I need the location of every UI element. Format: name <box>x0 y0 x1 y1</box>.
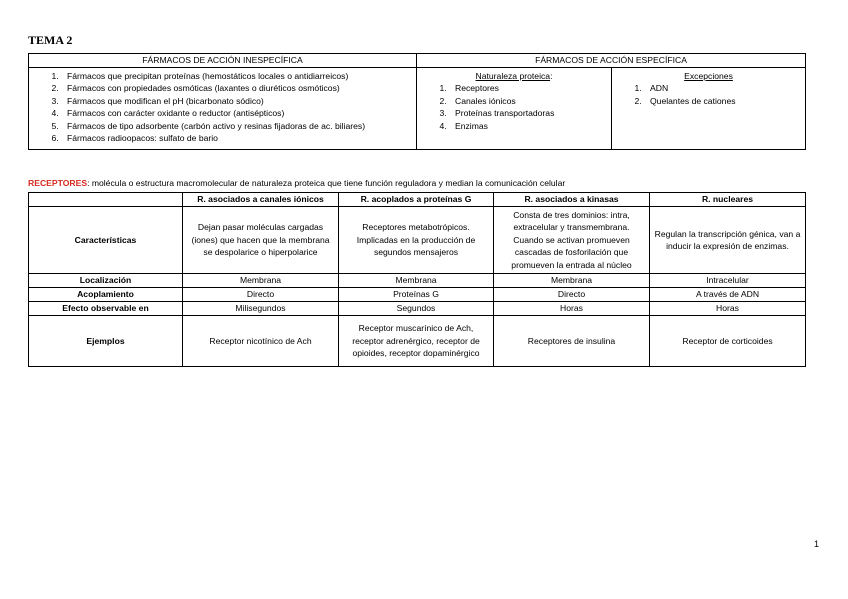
list-item: 4. Enzimas <box>449 120 605 132</box>
column-header <box>29 193 183 207</box>
receptores-label: RECEPTORES <box>28 178 88 188</box>
receptores-text: : molécula o estructura macromolecular de naturaleza proteica que tiene función reguladora y median la comunicación celular <box>87 178 566 188</box>
table-cell: Consta de tres dominios: intra, extracelular y transmembrana. Cuando se activan promueven cascadas de fosforilación que promueven la entrada al núcleo <box>494 207 650 274</box>
column-header: R. asociados a kinasas <box>494 193 650 207</box>
table-row <box>29 302 806 316</box>
list-item: 2. Quelantes de cationes <box>644 95 799 107</box>
table-cell: Receptor de corticoides <box>650 316 806 367</box>
inespecifica-list-cell <box>29 68 417 150</box>
table-cell: Membrana <box>494 274 650 288</box>
list-item: 3. Fármacos que modifican el pH (bicarbonato sódico) <box>61 95 410 107</box>
table-cell: Segundos <box>339 302 494 316</box>
table-cell: Milisegundos <box>183 302 339 316</box>
receptores-definition <box>28 178 565 188</box>
table-cell: Directo <box>494 288 650 302</box>
naturaleza-heading <box>423 70 605 82</box>
drugs-table <box>28 53 806 150</box>
row-label: Acoplamiento <box>29 288 183 302</box>
table-row <box>29 288 806 302</box>
list-item: 2. Canales iónicos <box>449 95 605 107</box>
naturaleza-cell <box>417 68 612 150</box>
row-label: Efecto observable en <box>29 302 183 316</box>
list-item: 1. Fármacos que precipitan proteínas (hemostáticos locales o antidiarreicos) <box>61 70 410 82</box>
table-cell: Intracelular <box>650 274 806 288</box>
page-title: TEMA 2 <box>28 33 73 47</box>
list-item: 5. Fármacos de tipo adsorbente (carbón activo y resinas fijadoras de ac. biliares) <box>61 120 410 132</box>
table-cell: Dejan pasar moléculas cargadas (iones) que hacen que la membrana se despolarice o hiperpolarice <box>183 207 339 274</box>
list-item: 3. Proteínas transportadoras <box>449 107 605 119</box>
table-cell: Receptor muscarínico de Ach, receptor adrenérgico, receptor de opioides, receptor dopaminérgico <box>339 316 494 367</box>
excepciones-cell <box>612 68 806 150</box>
table-row <box>29 207 806 274</box>
excepciones-list <box>618 82 799 107</box>
inespecifica-list <box>35 70 410 144</box>
list-item: 4. Fármacos con carácter oxidante o reductor (antisépticos) <box>61 107 410 119</box>
row-label: Ejemplos <box>29 316 183 367</box>
column-header: R. acoplados a proteínas G <box>339 193 494 207</box>
table-cell: Directo <box>183 288 339 302</box>
header-especifica: FÁRMACOS DE ACCIÓN ESPECÍFICA <box>417 54 806 68</box>
table-row <box>29 274 806 288</box>
list-item: 1. ADN <box>644 82 799 94</box>
table-cell: Membrana <box>183 274 339 288</box>
naturaleza-list <box>423 82 605 132</box>
table-cell: Horas <box>650 302 806 316</box>
receptors-table <box>28 192 806 367</box>
column-header: R. asociados a canales iónicos <box>183 193 339 207</box>
column-header: R. nucleares <box>650 193 806 207</box>
table-cell: Horas <box>494 302 650 316</box>
header-inespecifica: FÁRMACOS DE ACCIÓN INESPECÍFICA <box>29 54 417 68</box>
table-cell: A través de ADN <box>650 288 806 302</box>
row-label: Características <box>29 207 183 274</box>
naturaleza-heading-colon: : <box>550 71 553 81</box>
table-cell: Proteínas G <box>339 288 494 302</box>
table-cell: Receptor nicotínico de Ach <box>183 316 339 367</box>
table-cell: Receptores de insulina <box>494 316 650 367</box>
table-row <box>29 316 806 367</box>
naturaleza-heading-text: Naturaleza proteica <box>475 71 551 81</box>
table-cell: Regulan la transcripción génica, van a inducir la expresión de enzimas. <box>650 207 806 274</box>
list-item: 1. Receptores <box>449 82 605 94</box>
row-label: Localización <box>29 274 183 288</box>
list-item: 6. Fármacos radioopacos: sulfato de bario <box>61 132 410 144</box>
table-cell: Receptores metabotrópicos. Implicadas en la producción de segundos mensajeros <box>339 207 494 274</box>
table-cell: Membrana <box>339 274 494 288</box>
excepciones-heading: Excepciones <box>684 71 733 81</box>
page-number: 1 <box>814 539 820 549</box>
list-item: 2. Fármacos con propiedades osmóticas (laxantes o diuréticos osmóticos) <box>61 82 410 94</box>
